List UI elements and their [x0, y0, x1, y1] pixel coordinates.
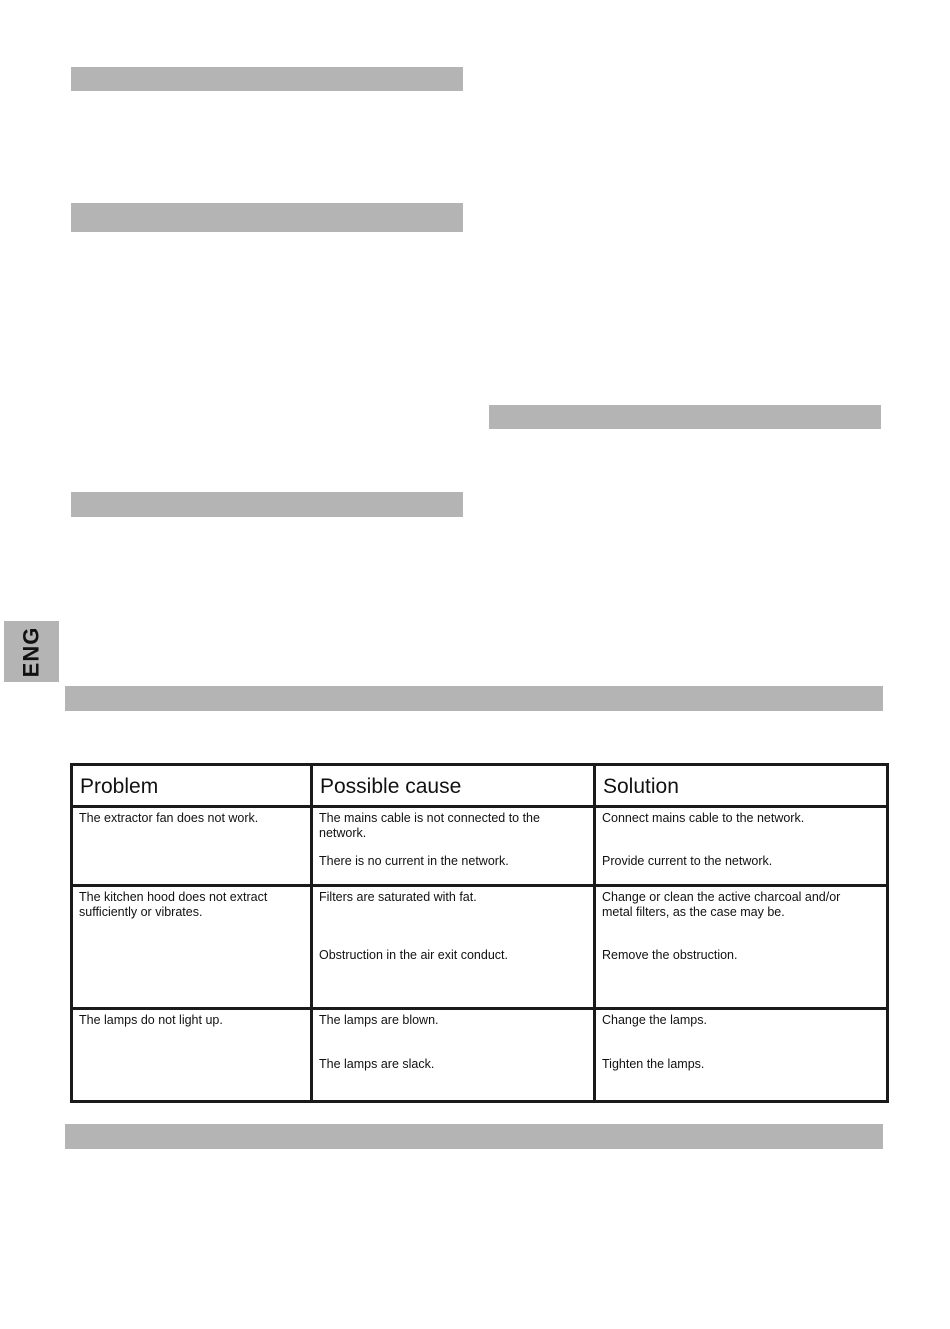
- table-row: [72, 1009, 888, 1102]
- section-header-bar: [71, 492, 463, 517]
- problem-cell: [72, 807, 312, 886]
- problem-text: The lamps do not light up.: [79, 1013, 223, 1027]
- solution-cell: [595, 807, 888, 886]
- cause-text: The lamps are blown.: [319, 1013, 439, 1027]
- solution-cell: [595, 1009, 888, 1102]
- header-problem: Problem: [72, 765, 312, 807]
- solution-text: Provide current to the network.: [602, 854, 773, 868]
- table-header-row: [72, 765, 888, 807]
- troubleshooting-header-bar: [65, 686, 883, 711]
- language-tab: [4, 621, 59, 682]
- troubleshooting-table: [70, 763, 889, 1103]
- problem-cell: [72, 1009, 312, 1102]
- header-solution: Solution: [595, 765, 888, 807]
- cause-cell: [312, 807, 595, 886]
- solution-text: Connect mains cable to the network.: [602, 811, 805, 825]
- section-header-bar: [65, 1124, 883, 1149]
- cause-text: The lamps are slack.: [319, 1057, 435, 1071]
- cause-text: There is no current in the network.: [319, 854, 509, 868]
- section-header-bar: [71, 203, 463, 232]
- cause-cell: [312, 1009, 595, 1102]
- solution-text: Change the lamps.: [602, 1013, 707, 1027]
- problem-cell: [72, 886, 312, 1009]
- problem-text: The extractor fan does not work.: [79, 811, 259, 825]
- table-row: [72, 886, 888, 1009]
- cause-text: The mains cable is not connected to the network.: [319, 811, 540, 840]
- solution-text: Change or clean the active charcoal and/or metal filters, as the case may be.: [602, 890, 841, 919]
- language-tab-label: ENG: [18, 626, 44, 677]
- solution-text: Remove the obstruction.: [602, 948, 738, 962]
- table-row: [72, 807, 888, 886]
- cause-text: Filters are saturated with fat.: [319, 890, 477, 904]
- solution-cell: [595, 886, 888, 1009]
- cause-text: Obstruction in the air exit conduct.: [319, 948, 508, 962]
- cause-cell: [312, 886, 595, 1009]
- header-possible-cause: Possible cause: [312, 765, 595, 807]
- section-header-bar: [489, 405, 881, 429]
- problem-text: The kitchen hood does not extract sufficiently or vibrates.: [79, 890, 268, 919]
- solution-text: Tighten the lamps.: [602, 1057, 705, 1071]
- section-header-bar: [71, 67, 463, 91]
